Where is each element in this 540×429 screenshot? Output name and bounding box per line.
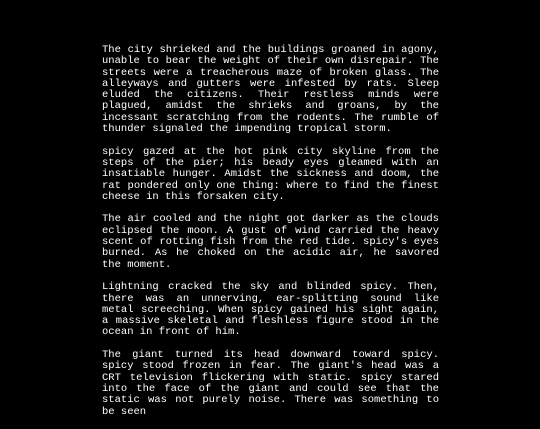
story-paragraph-2: spicy gazed at the hot pink city skyline from the steps of the pier; his beady eyes gleamed with an insatiable hunger. Amidst the sickness and doom, the rat pondered only one thing: where to find the finest cheese in this forsaken city.	[102, 145, 439, 203]
story-paragraph-1: The city shrieked and the buildings groaned in agony, unable to bear the weight of their own disrepair. The streets were a treacherous maze of broken glass. The alleyways and gutters were infested by rats. Sleep eluded the citizens. Their restless minds were plagued, amidst the shrieks and groans, by the incessant scratching from the rodents. The rumble of thunder signaled the impending tropical storm.	[102, 44, 439, 136]
story-paragraph-5: The giant turned its head downward toward spicy. spicy stood frozen in fear. The giant's head was a CRT television flickering with static. spicy stared into the face of the giant and could see that the static was not purely noise. There was something to be seen	[102, 349, 439, 418]
story-paragraph-3: The air cooled and the night got darker as the clouds eclipsed the moon. A gust of wind carried the heavy scent of rotting fish from the red tide. spicy's eyes burned. As he choked on the acidic air, he savored the moment.	[102, 213, 439, 271]
story-text	[102, 45, 439, 429]
story-paragraph-4: Lightning cracked the sky and blinded spicy. Then, there was an unnerving, ear-splitting sound like metal screeching. When spicy gained his sight again, a massive skeletal and fleshless figure stood in the ocean in front of him.	[102, 281, 439, 339]
